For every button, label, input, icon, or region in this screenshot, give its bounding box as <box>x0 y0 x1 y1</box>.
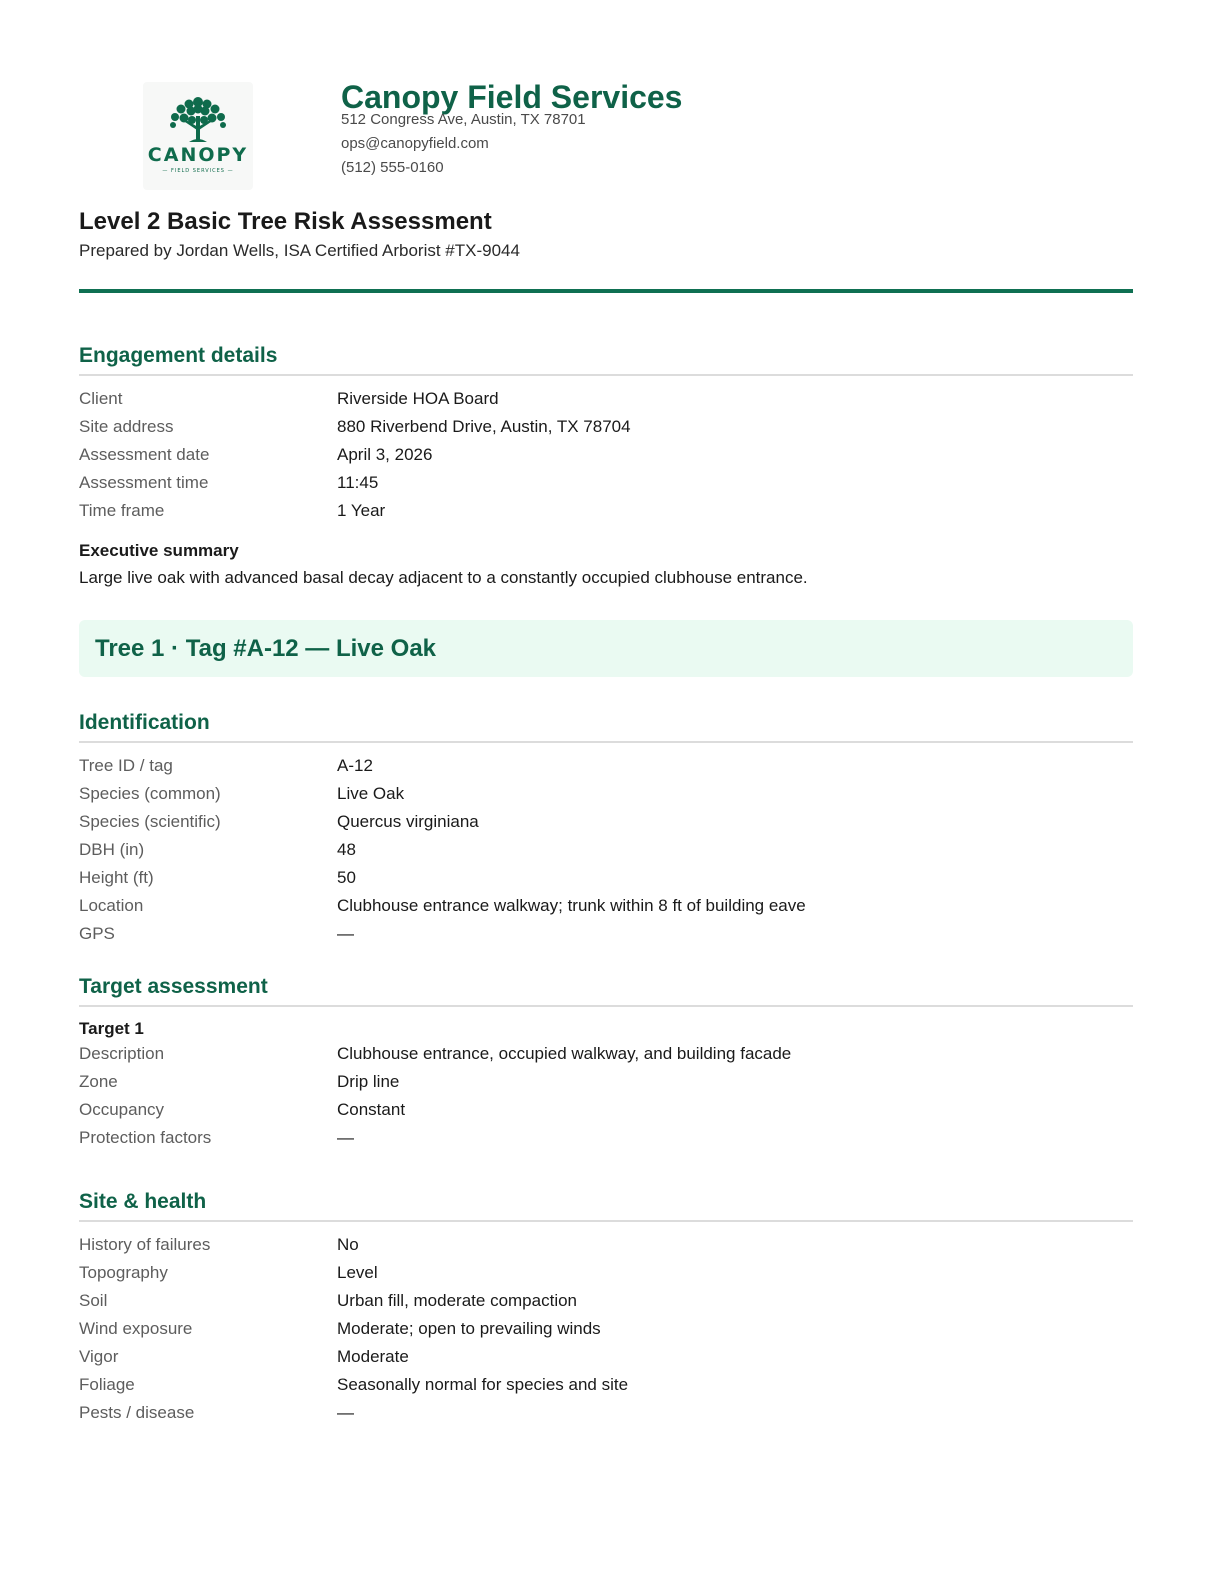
detail-label: Location <box>79 896 144 915</box>
detail-row <box>79 1371 1133 1399</box>
detail-row <box>79 1096 1133 1124</box>
executive-summary-heading: Executive summary <box>79 541 239 560</box>
company-info <box>341 80 682 180</box>
company-name: Canopy Field Services <box>341 79 683 115</box>
detail-label: Soil <box>79 1291 108 1310</box>
detail-row <box>79 1259 1133 1287</box>
detail-label: Topography <box>79 1263 168 1282</box>
detail-value: 1 Year <box>337 501 386 520</box>
detail-label: Description <box>79 1044 165 1063</box>
detail-value: Quercus virginiana <box>337 812 479 831</box>
detail-row <box>79 1343 1133 1371</box>
tree-banner <box>79 620 1133 677</box>
detail-value: 50 <box>337 868 356 887</box>
detail-label: Client <box>79 389 123 408</box>
site-health-list <box>79 1231 1133 1427</box>
engagement-heading: Engagement details <box>79 344 1133 376</box>
detail-value: 880 Riverbend Drive, Austin, TX 78704 <box>337 417 631 436</box>
detail-label: History of failures <box>79 1235 211 1254</box>
detail-value: 11:45 <box>337 473 379 492</box>
detail-row <box>79 920 1133 948</box>
detail-row <box>79 1231 1133 1259</box>
detail-label: Foliage <box>79 1375 135 1394</box>
company-address: 512 Congress Ave, Austin, TX 78701 <box>341 111 586 128</box>
tree-logo-icon <box>161 94 235 144</box>
detail-row <box>79 385 1133 413</box>
detail-label: Zone <box>79 1072 118 1091</box>
identification-heading: Identification <box>79 711 1133 743</box>
detail-label: Pests / disease <box>79 1403 195 1422</box>
target-1-list <box>79 1040 1133 1152</box>
detail-value: Clubhouse entrance, occupied walkway, and building facade <box>337 1044 792 1063</box>
detail-value: No <box>337 1235 359 1254</box>
report-header <box>79 80 1133 190</box>
detail-value: Moderate; open to prevailing winds <box>337 1319 601 1338</box>
detail-row <box>79 752 1133 780</box>
tree-banner-title: Tree 1 · Tag #A-12 — Live Oak <box>95 635 437 662</box>
detail-value: Moderate <box>337 1347 409 1366</box>
logo-wordmark: CANOPY <box>147 144 249 166</box>
detail-value: Constant <box>337 1100 406 1119</box>
detail-label: Tree ID / tag <box>79 756 173 775</box>
detail-label: Site address <box>79 417 174 436</box>
detail-label: Occupancy <box>79 1100 165 1119</box>
detail-row <box>79 808 1133 836</box>
detail-value: Drip line <box>337 1072 400 1091</box>
target-assessment-heading: Target assessment <box>79 975 1133 1007</box>
detail-label: Height (ft) <box>79 868 154 887</box>
detail-label: Species (scientific) <box>79 812 221 831</box>
logo-tagline: — FIELD SERVICES — <box>162 168 234 174</box>
detail-label: Assessment time <box>79 473 209 492</box>
detail-label: GPS <box>79 924 115 943</box>
detail-label: Assessment date <box>79 445 210 464</box>
identification-list <box>79 752 1133 948</box>
detail-value: April 3, 2026 <box>337 445 433 464</box>
detail-row <box>79 780 1133 808</box>
prepared-by: Prepared by Jordan Wells, ISA Certified Arborist #TX-9044 <box>79 241 520 260</box>
header-divider <box>79 289 1133 293</box>
detail-value: Riverside HOA Board <box>337 389 499 408</box>
detail-row <box>79 497 1133 525</box>
detail-value: Live Oak <box>337 784 405 803</box>
detail-value: — <box>337 1403 354 1422</box>
detail-row <box>79 1315 1133 1343</box>
detail-row <box>79 1124 1133 1152</box>
detail-value: Seasonally normal for species and site <box>337 1375 629 1394</box>
detail-row <box>79 892 1133 920</box>
company-phone: (512) 555-0160 <box>341 159 444 176</box>
detail-value: — <box>337 1128 354 1147</box>
detail-row <box>79 1399 1133 1427</box>
engagement-details-list <box>79 385 1133 525</box>
detail-value: 48 <box>337 840 356 859</box>
detail-label: DBH (in) <box>79 840 145 859</box>
document-title: Level 2 Basic Tree Risk Assessment <box>79 208 492 235</box>
detail-value: Level <box>337 1263 378 1282</box>
detail-label: Time frame <box>79 501 165 520</box>
detail-value: Urban fill, moderate compaction <box>337 1291 578 1310</box>
detail-value: Clubhouse entrance walkway; trunk within 8 ft of building eave <box>337 896 806 915</box>
detail-row <box>79 469 1133 497</box>
executive-summary-text: Large live oak with advanced basal decay adjacent to a constantly occupied clubhouse entrance. <box>79 568 808 587</box>
site-health-heading: Site & health <box>79 1190 1133 1222</box>
detail-value: — <box>337 924 354 943</box>
detail-row <box>79 1287 1133 1315</box>
detail-value: A-12 <box>337 756 373 775</box>
detail-label: Protection factors <box>79 1128 212 1147</box>
detail-label: Vigor <box>79 1347 119 1366</box>
target-1-heading: Target 1 <box>79 1019 144 1038</box>
detail-row <box>79 836 1133 864</box>
detail-row <box>79 413 1133 441</box>
detail-row <box>79 864 1133 892</box>
detail-label: Species (common) <box>79 784 221 803</box>
company-email: ops@canopyfield.com <box>341 135 489 152</box>
company-logo <box>143 82 253 190</box>
detail-row <box>79 1068 1133 1096</box>
detail-row <box>79 1040 1133 1068</box>
detail-label: Wind exposure <box>79 1319 193 1338</box>
detail-row <box>79 441 1133 469</box>
